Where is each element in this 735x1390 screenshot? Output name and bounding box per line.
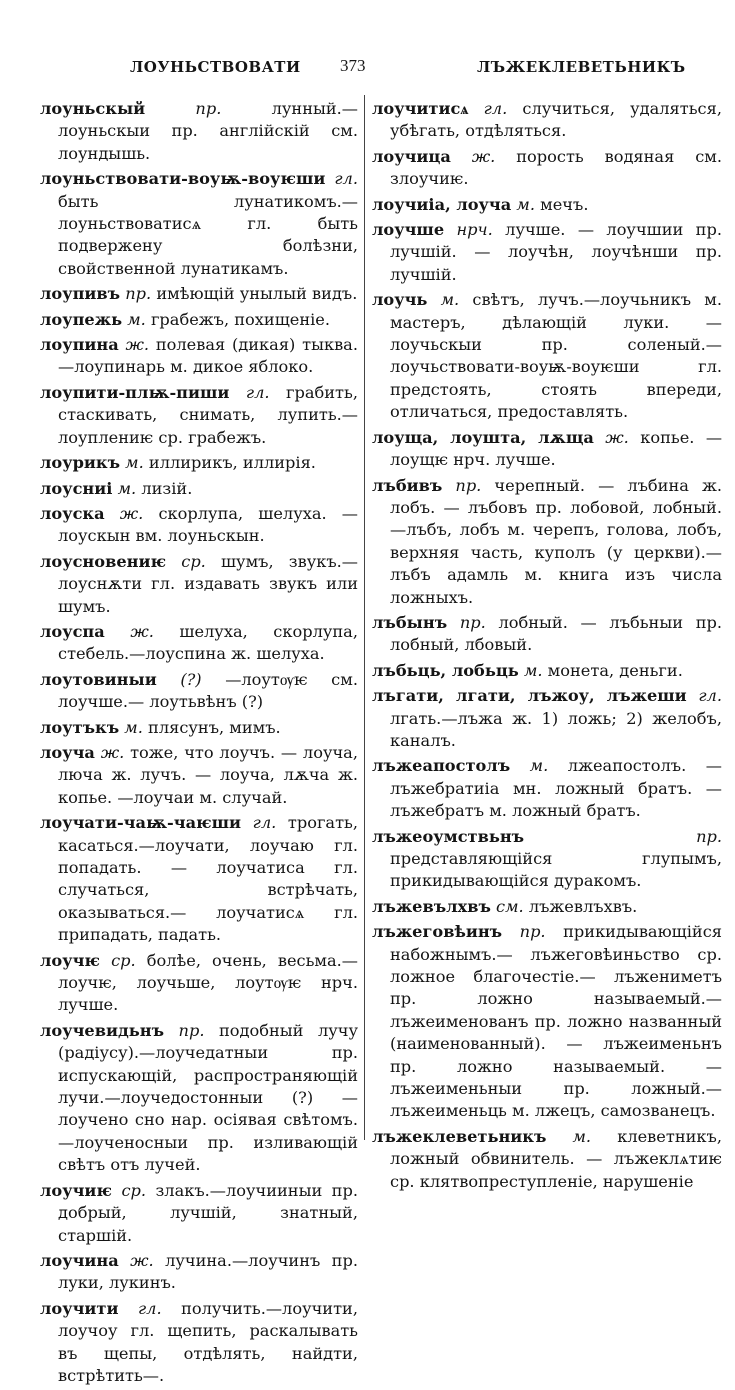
entry-headword: лъбьць, лобьць bbox=[372, 660, 519, 680]
entry-headword: лоучиіа, лоуча bbox=[372, 194, 512, 214]
entry-grammar: ср. bbox=[111, 950, 136, 970]
dictionary-entry bbox=[40, 503, 358, 548]
entry-definition: порость водяная см. злоучиѥ. bbox=[390, 146, 722, 189]
entry-grammar: ж. bbox=[130, 1250, 154, 1270]
entry-definition: представляющійся глупымъ, прикидывающійся дуракомъ. bbox=[390, 849, 722, 891]
entry-definition: полевая (дикая) тыква. —лоупинарь м. дикое яблоко. bbox=[58, 335, 358, 377]
right-column bbox=[372, 98, 722, 1196]
entry-grammar: м. bbox=[117, 478, 137, 498]
entry-definition: лизій. bbox=[141, 478, 193, 498]
dictionary-entry bbox=[372, 475, 722, 609]
entry-definition: трогать, касаться.—лоучати, лоучаю гл. попадать. — лоучатиса гл. случаться, встрѣчать, оказываться.— лоучатисѧ гл. припадать, падать. bbox=[58, 813, 358, 945]
entry-definition: лъжевлъхвъ. bbox=[528, 896, 638, 916]
entry-definition: лунный.—лоуньскыи пр. англійскій см. лоундышь. bbox=[58, 99, 358, 163]
entry-definition: подобный лучу (радіусу).—лоучедатныи пр. испускающій, распространяющій лучи.—лоучедостонныи (?) — лоучено сно нар. осіявая свѣтомъ.—лоученосныи пр. изливающій свѣтъ отъ лучей. bbox=[58, 1020, 358, 1175]
entry-grammar: ж. bbox=[605, 427, 629, 447]
entry-headword: лоучица bbox=[372, 146, 451, 166]
entry-headword: лоучевидьнъ bbox=[40, 1020, 165, 1040]
entry-headword: лоучити bbox=[40, 1298, 119, 1318]
entry-grammar: м. bbox=[572, 1126, 592, 1146]
entry-definition: —лоутѹѥ см. лоучше.— лоутьвѣнъ (?) bbox=[58, 669, 358, 712]
entry-definition: тоже, что лоучъ. — лоуча, люча ж. лучъ. — лоуча, лѫча ж. копье. —лоучаи м. случай. bbox=[58, 742, 358, 807]
dictionary-entry bbox=[372, 921, 722, 1123]
entry-grammar: м. bbox=[124, 717, 143, 737]
entry-grammar: м. bbox=[127, 309, 146, 329]
dictionary-entry bbox=[40, 334, 358, 379]
entry-headword: лоупивъ bbox=[40, 284, 121, 304]
entry-grammar: нрч. bbox=[456, 220, 493, 240]
dictionary-entry bbox=[40, 812, 358, 946]
entry-definition: лучина.—лоучинъ пр. луки, лукинъ. bbox=[58, 1250, 358, 1293]
dictionary-entry bbox=[372, 685, 722, 752]
entry-grammar: (?) bbox=[180, 669, 202, 689]
dictionary-entry bbox=[40, 551, 358, 618]
entry-definition: клеветникъ, ложный обвинитель. — лъжеклѧтиѥ ср. клятвопреступленіе, нарушеніе bbox=[390, 1126, 722, 1191]
entry-definition: лжеапостолъ. — лъжебратиіа мн. ложный братъ. — лъжебратъ м. ложный братъ. bbox=[390, 756, 722, 821]
entry-headword: лоуща, лоушта, лѫща bbox=[372, 427, 594, 447]
entry-grammar: гл. bbox=[245, 382, 270, 402]
running-head-right: ЛЪЖЕКЛЕВЕТЬНИКЪ bbox=[477, 58, 686, 76]
entry-headword: лъбынъ bbox=[372, 612, 448, 632]
entry-definition: монета, деньги. bbox=[547, 660, 683, 680]
entry-headword: лъжевълхвъ bbox=[372, 896, 491, 916]
entry-definition: грабить, стаскивать, снимать, лупить.—лоуплениѥ ср. грабежъ. bbox=[58, 382, 358, 447]
entry-grammar: гл. bbox=[137, 1298, 162, 1318]
entry-definition: имѣющій унылый видъ. bbox=[156, 284, 358, 304]
entry-grammar: пр. bbox=[195, 99, 222, 118]
entry-grammar: ж. bbox=[119, 503, 144, 523]
dictionary-entry bbox=[372, 194, 722, 216]
entry-headword: лоусновениѥ bbox=[40, 551, 167, 571]
dictionary-entry bbox=[372, 660, 722, 682]
dictionary-entry bbox=[372, 612, 722, 657]
dictionary-entry bbox=[372, 896, 722, 918]
entry-headword: лоучина bbox=[40, 1250, 119, 1270]
entry-grammar: м. bbox=[125, 453, 144, 473]
entry-grammar: ж. bbox=[125, 335, 150, 355]
entry-headword: лоучати-чаѭ-чаѥши bbox=[40, 813, 242, 833]
dictionary-entry bbox=[40, 1180, 358, 1247]
entry-headword: лоупежь bbox=[40, 309, 123, 329]
entry-definition: копье. — лоущѥ нрч. лучше. bbox=[390, 427, 723, 470]
entry-headword: лъжеклеветьникъ bbox=[372, 1126, 547, 1146]
dictionary-entry bbox=[372, 98, 722, 143]
page-header bbox=[0, 58, 735, 82]
dictionary-entry bbox=[40, 1020, 358, 1177]
dictionary-entry bbox=[40, 168, 358, 280]
entry-definition: лучше. — лоучшии пр. лучшій. — лоучѣн, лоучѣнши пр. лучшій. bbox=[390, 220, 722, 284]
entry-grammar: ср. bbox=[121, 1180, 147, 1200]
entry-headword: лоутъкъ bbox=[40, 717, 120, 737]
entry-headword: лоупити-плѭ-пиши bbox=[40, 382, 230, 402]
entry-definition: плясунъ, мимъ. bbox=[148, 717, 281, 737]
entry-definition: иллирикъ, иллирія. bbox=[148, 453, 316, 473]
entry-grammar: пр. bbox=[178, 1020, 205, 1040]
entry-definition: шумъ, звукъ.—лоуснѫти гл. издавать звукъ или шумъ. bbox=[58, 551, 358, 616]
entry-headword: лоупина bbox=[40, 335, 119, 355]
dictionary-entry bbox=[40, 1250, 358, 1295]
dictionary-entry bbox=[40, 283, 358, 305]
entry-headword: лъжеговѣинъ bbox=[372, 922, 503, 942]
entry-grammar: см. bbox=[496, 896, 524, 916]
entry-grammar: гл. bbox=[483, 99, 508, 118]
entry-grammar: пр. bbox=[125, 284, 152, 304]
entry-grammar: пр. bbox=[696, 826, 722, 846]
entry-headword: лоурикъ bbox=[40, 453, 121, 473]
entry-grammar: пр. bbox=[459, 612, 486, 632]
dictionary-entry bbox=[40, 309, 358, 331]
dictionary-entry bbox=[40, 382, 358, 449]
entry-headword: лоуньствовати-воуѭ-воуѥши bbox=[40, 169, 326, 189]
dictionary-entry bbox=[372, 755, 722, 822]
dictionary-entry bbox=[372, 826, 722, 893]
dictionary-entry bbox=[40, 1298, 358, 1388]
entry-headword: лоучше bbox=[372, 220, 445, 240]
entry-grammar: ж. bbox=[130, 621, 154, 641]
dictionary-entry bbox=[40, 669, 358, 714]
entry-headword: лоуньскый bbox=[40, 99, 146, 118]
dictionary-entry bbox=[372, 1126, 722, 1193]
entry-definition: шелуха, скорлупа, стебель.—лоуспина ж. шелуха. bbox=[58, 621, 358, 664]
entry-grammar: м. bbox=[523, 660, 543, 680]
entry-definition: мечъ. bbox=[540, 194, 589, 214]
entry-grammar: м. bbox=[529, 756, 549, 776]
entry-definition: случиться, удаляться, убѣгать, отдѣляться. bbox=[390, 99, 722, 141]
dictionary-entry bbox=[40, 98, 358, 165]
entry-headword: лоуспа bbox=[40, 621, 105, 641]
entry-definition: получить.—лоучити, лоучоу гл. щепить, раскалывать въ щепы, отдѣлять, найдти, встрѣтить—. bbox=[58, 1298, 358, 1385]
entry-definition: болѣе, очень, весьма.—лоучѥ, лоучьше, лоутѹѥ нрч. лучше. bbox=[58, 950, 358, 1015]
dictionary-entry bbox=[40, 621, 358, 666]
entry-grammar: гл. bbox=[698, 686, 722, 706]
entry-grammar: гл. bbox=[334, 169, 358, 189]
entry-headword: лоучиѥ bbox=[40, 1180, 113, 1200]
entry-definition: скорлупа, шелуха. — лоускын вм. лоуньскын. bbox=[58, 503, 358, 546]
dictionary-entry bbox=[40, 742, 358, 809]
entry-grammar: пр. bbox=[455, 475, 482, 495]
left-column bbox=[40, 98, 358, 1390]
dictionary-entry bbox=[372, 427, 722, 472]
entry-headword: лоучь bbox=[372, 290, 428, 310]
dictionary-entry bbox=[40, 478, 358, 500]
entry-headword: лоусниі bbox=[40, 478, 113, 498]
entry-grammar: м. bbox=[516, 194, 535, 214]
entry-definition: прикидывающійся набожнымъ.— лъжеговѣиньство ср. ложное благочестіе.— лъжениметъ пр. ложно называемый.— лъжеименованъ пр. ложно названный (наименованный). — лъжеименьнъ пр. ложно называемый. — лъжеименьныи пр. ложный.—лъжеименьць м. лжецъ, самозванецъ. bbox=[390, 922, 722, 1121]
entry-headword: лъгати, лгати, лъжоу, лъжеши bbox=[372, 686, 687, 706]
entry-definition: быть лунатикомъ.—лоуньствоватисѧ гл. быть подвержену болѣзни, свойственной лунатикамъ. bbox=[58, 191, 358, 278]
entry-headword: лъжеоумствьнъ bbox=[372, 826, 525, 846]
entry-definition: черепный. — лъбина ж. лобъ. — лъбовъ пр. лобовой, лобный.—лъбъ, лобъ м. черепъ, голова, лобъ, верхняя часть, куполъ (у церкви).—лъбъ адамль м. книга изъ числа ложныхъ. bbox=[390, 475, 723, 607]
page-number: 373 bbox=[340, 56, 366, 75]
dictionary-entry bbox=[40, 452, 358, 474]
entry-definition: свѣтъ, лучъ.—лоучьникъ м. мастеръ, дѣлающій луки. — лоучьскыи пр. соленый.—лоучьствовати-воуѭ-воуѥши гл. предстоять, стоять впереди, отличаться, предоставлять. bbox=[390, 290, 723, 422]
entry-definition: лобный. — лъбьныи пр. лобный, лбовый. bbox=[390, 612, 723, 655]
entry-definition: грабежъ, похищеніе. bbox=[150, 309, 331, 329]
entry-grammar: ср. bbox=[181, 551, 206, 571]
entry-headword: лоучитисѧ bbox=[372, 99, 469, 118]
dictionary-entry bbox=[372, 146, 722, 191]
entry-definition: лгать.—лъжа ж. 1) ложь; 2) желобъ, каналъ. bbox=[390, 708, 722, 750]
entry-headword: лоучѥ bbox=[40, 950, 101, 970]
dictionary-entry bbox=[372, 219, 722, 286]
entry-definition: злакъ.—лоучииныи пр. добрый, лучшій, знатный, старшій. bbox=[58, 1180, 358, 1245]
dictionary-entry bbox=[40, 717, 358, 739]
entry-grammar: пр. bbox=[519, 922, 546, 942]
entry-grammar: ж. bbox=[471, 146, 496, 166]
entry-headword: лоуска bbox=[40, 503, 105, 523]
entry-headword: лоутовиныи bbox=[40, 669, 157, 689]
running-head-left: ЛОУНЬСТВОВАТИ bbox=[130, 58, 301, 76]
dictionary-entry bbox=[372, 289, 722, 423]
entry-headword: лъбивъ bbox=[372, 475, 443, 495]
entry-grammar: гл. bbox=[252, 813, 277, 833]
column-divider bbox=[364, 95, 365, 1140]
entry-grammar: м. bbox=[440, 290, 460, 310]
entry-grammar: ж. bbox=[100, 742, 125, 762]
dictionary-entry bbox=[40, 950, 358, 1017]
entry-headword: лоуча bbox=[40, 742, 95, 762]
entry-headword: лъжеапостолъ bbox=[372, 756, 511, 776]
